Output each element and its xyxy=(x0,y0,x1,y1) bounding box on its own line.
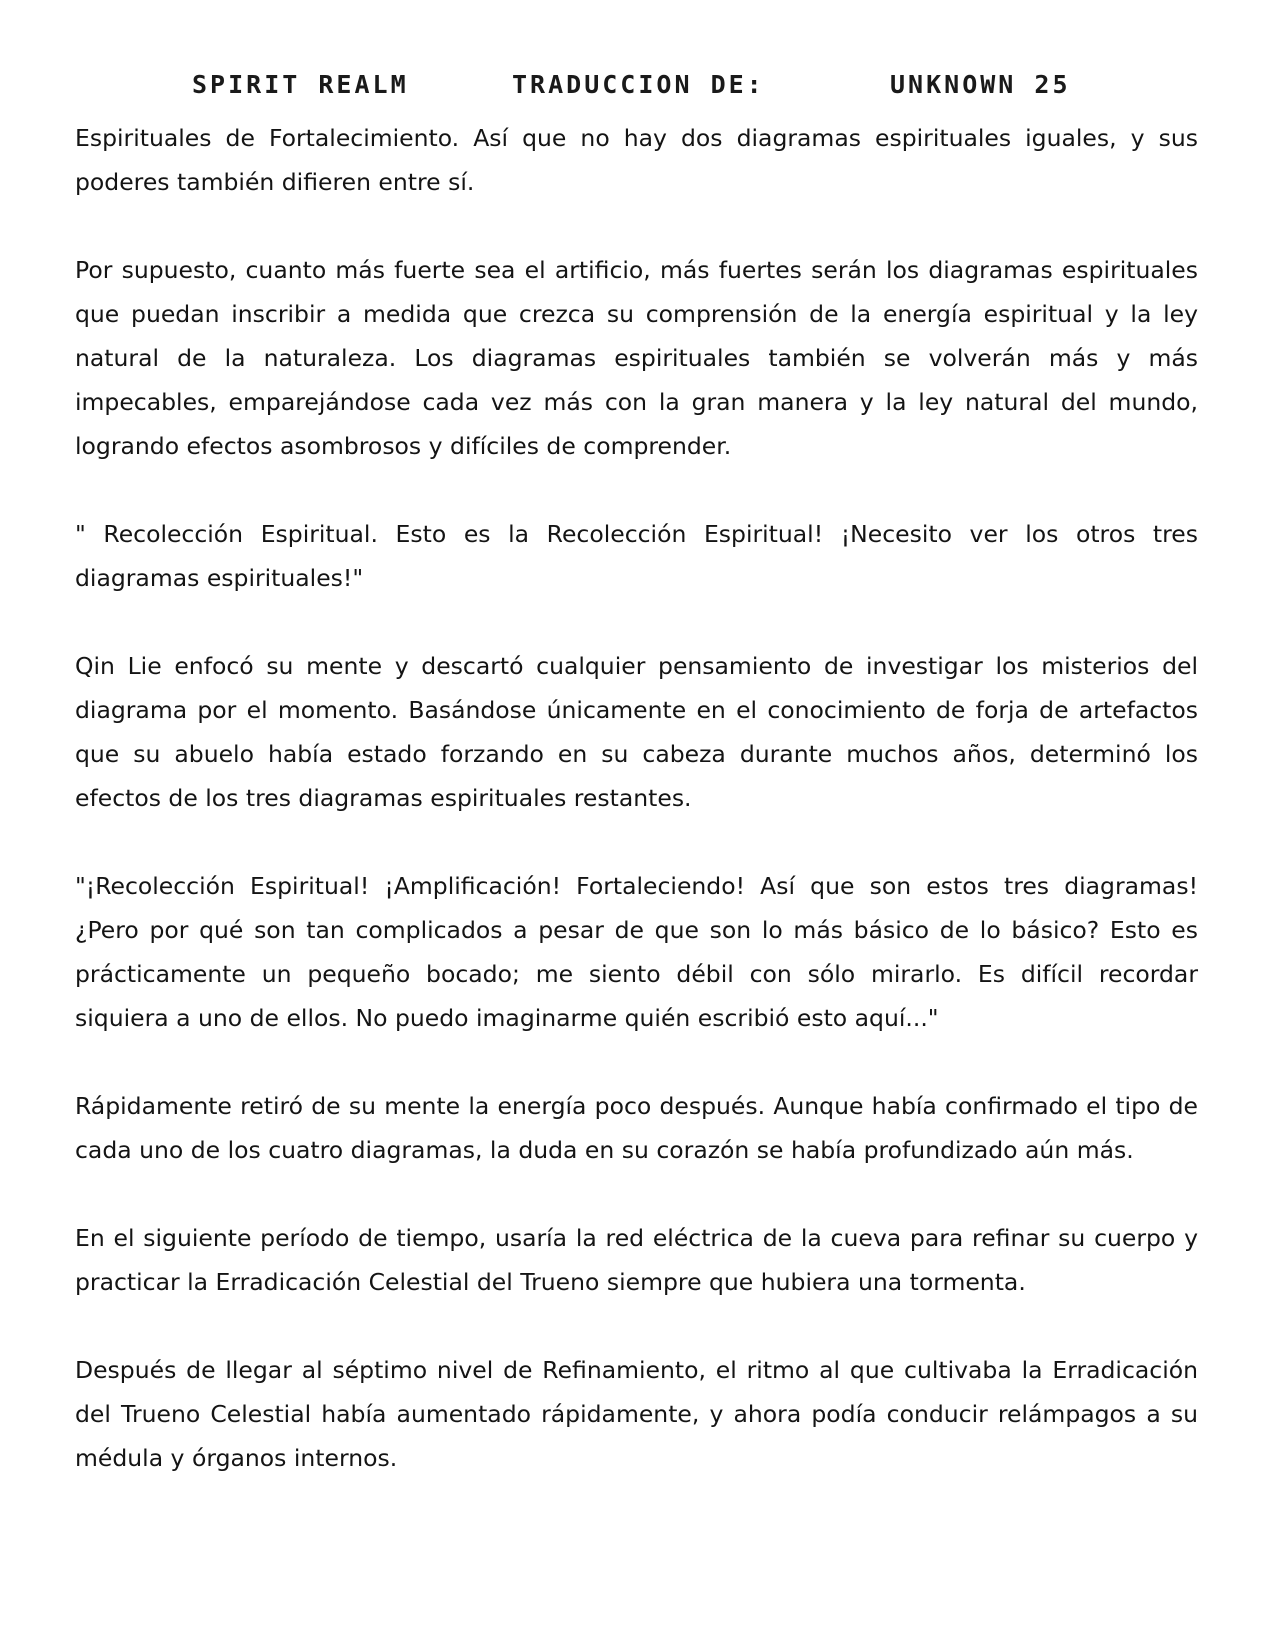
header-translation-label: TRADUCCION DE: xyxy=(512,70,765,99)
paragraph: "¡Recolección Espiritual! ¡Amplificación! Fortaleciendo! Así que son estos tres diagramas! ¿Pero por qué son tan complicados a pesar de que son lo más básico de lo básico? Esto es prácticamente un pequeño bocado; me siento débil con sólo mirarlo. Es difícil recordar siquiera a uno de ellos. No puedo imaginarme quién escribió esto aquí..." xyxy=(75,872,1198,1032)
page-header xyxy=(0,70,1275,110)
paragraph: Después de llegar al séptimo nivel de Refinamiento, el ritmo al que cultivaba la Erradicación del Trueno Celestial había aumentado rápidamente, y ahora podía conducir relámpagos a su médula y órganos internos. xyxy=(75,1356,1198,1472)
paragraph: Rápidamente retiró de su mente la energía poco después. Aunque había confirmado el tipo de cada uno de los cuatro diagramas, la duda en su corazón se había profundizado aún más. xyxy=(75,1092,1198,1164)
paragraph: " Recolección Espiritual. Esto es la Recolección Espiritual! ¡Necesito ver los otros tres diagramas espirituales!" xyxy=(75,520,1198,592)
header-series-title: SPIRIT REALM xyxy=(192,70,409,99)
page-body xyxy=(75,116,1198,1480)
header-translator-page: UNKNOWN 25 xyxy=(890,70,1071,99)
paragraph: Espirituales de Fortalecimiento. Así que no hay dos diagramas espirituales iguales, y sus poderes también difieren entre sí. xyxy=(75,124,1198,196)
paragraph: En el siguiente período de tiempo, usaría la red eléctrica de la cueva para refinar su cuerpo y practicar la Erradicación Celestial del Trueno siempre que hubiera una tormenta. xyxy=(75,1224,1198,1296)
paragraph: Por supuesto, cuanto más fuerte sea el artificio, más fuertes serán los diagramas espirituales que puedan inscribir a medida que crezca su comprensión de la energía espiritual y la ley natural de la naturaleza. Los diagramas espirituales también se volverán más y más impecables, emparejándose cada vez más con la gran manera y la ley natural del mundo, logrando efectos asombrosos y difíciles de comprender. xyxy=(75,256,1198,460)
paragraph: Qin Lie enfocó su mente y descartó cualquier pensamiento de investigar los misterios del diagrama por el momento. Basándose únicamente en el conocimiento de forja de artefactos que su abuelo había estado forzando en su cabeza durante muchos años, determinó los efectos de los tres diagramas espirituales restantes. xyxy=(75,652,1198,812)
